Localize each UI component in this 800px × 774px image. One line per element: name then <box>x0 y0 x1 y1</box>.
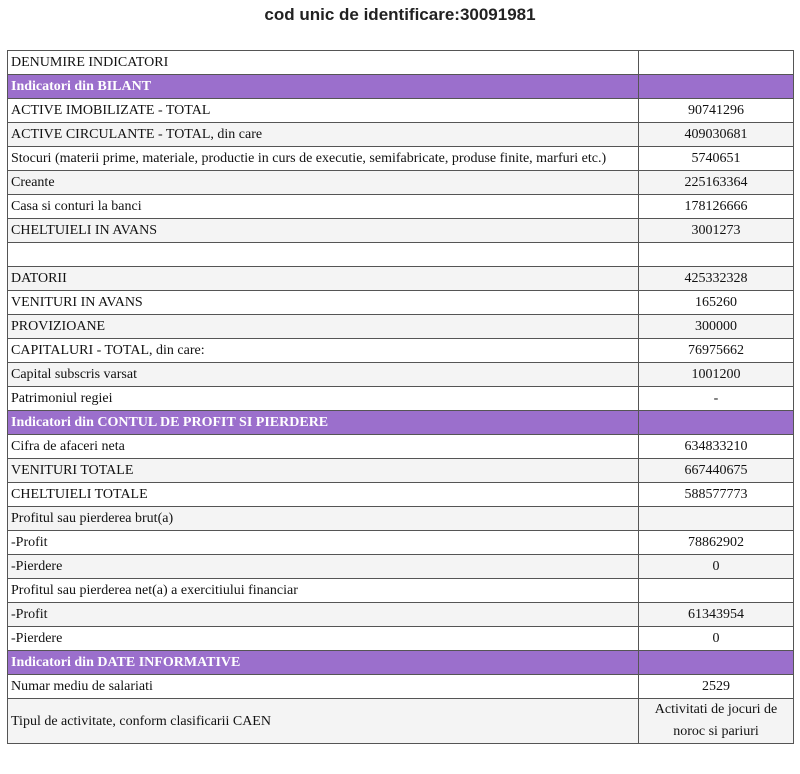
financial-indicators-table <box>7 50 794 744</box>
row-value <box>639 579 794 603</box>
table-row <box>8 675 794 699</box>
row-label: PROVIZIOANE <box>8 315 639 339</box>
row-value: 5740651 <box>639 147 794 171</box>
row-value: 2529 <box>639 675 794 699</box>
row-value: 425332328 <box>639 267 794 291</box>
row-value: - <box>639 387 794 411</box>
table-row <box>8 339 794 363</box>
row-label: Profitul sau pierderea brut(a) <box>8 507 639 531</box>
table-row <box>8 387 794 411</box>
table-row <box>8 483 794 507</box>
table-row <box>8 507 794 531</box>
page-title: cod unic de identificare:30091981 <box>264 5 536 24</box>
table-row <box>8 435 794 459</box>
row-label: Patrimoniul regiei <box>8 387 639 411</box>
row-label: -Pierdere <box>8 627 639 651</box>
row-label: Stocuri (materii prime, materiale, productie in curs de executie, semifabricate, produse finite, marfuri etc.) <box>8 147 639 171</box>
row-label: VENITURI IN AVANS <box>8 291 639 315</box>
section-header-profit <box>8 411 794 435</box>
row-label: Capital subscris varsat <box>8 363 639 387</box>
row-value: 0 <box>639 555 794 579</box>
section-title: Indicatori din BILANT <box>8 75 639 99</box>
table-row <box>8 123 794 147</box>
section-title: Indicatori din CONTUL DE PROFIT SI PIERDERE <box>8 411 639 435</box>
table-header-row <box>8 51 794 75</box>
table-row <box>8 363 794 387</box>
row-value: 90741296 <box>639 99 794 123</box>
row-value: Activitati de jocuri de noroc si pariuri <box>639 699 794 744</box>
row-label: CAPITALURI - TOTAL, din care: <box>8 339 639 363</box>
table-row <box>8 555 794 579</box>
table-row <box>8 291 794 315</box>
section-header-bilant <box>8 75 794 99</box>
row-label: DATORII <box>8 267 639 291</box>
section-header-informative <box>8 651 794 675</box>
row-label: ACTIVE CIRCULANTE - TOTAL, din care <box>8 123 639 147</box>
row-label: ACTIVE IMOBILIZATE - TOTAL <box>8 99 639 123</box>
table-row <box>8 99 794 123</box>
row-value: 225163364 <box>639 171 794 195</box>
row-value: 634833210 <box>639 435 794 459</box>
row-label: Profitul sau pierderea net(a) a exercitiului financiar <box>8 579 639 603</box>
table-row <box>8 195 794 219</box>
row-label: CHELTUIELI IN AVANS <box>8 219 639 243</box>
table-row <box>8 627 794 651</box>
table-row <box>8 267 794 291</box>
table-row-empty <box>8 243 794 267</box>
row-value: 165260 <box>639 291 794 315</box>
row-value: 78862902 <box>639 531 794 555</box>
row-value: 300000 <box>639 315 794 339</box>
table-row <box>8 699 794 744</box>
row-label: -Profit <box>8 603 639 627</box>
row-label: Casa si conturi la banci <box>8 195 639 219</box>
row-label: CHELTUIELI TOTALE <box>8 483 639 507</box>
table-row <box>8 531 794 555</box>
table-row <box>8 171 794 195</box>
row-label: -Profit <box>8 531 639 555</box>
row-label: -Pierdere <box>8 555 639 579</box>
row-value: 0 <box>639 627 794 651</box>
section-title: Indicatori din DATE INFORMATIVE <box>8 651 639 675</box>
row-value: 178126666 <box>639 195 794 219</box>
row-value <box>639 507 794 531</box>
row-value: 409030681 <box>639 123 794 147</box>
table-row <box>8 579 794 603</box>
row-value: 588577773 <box>639 483 794 507</box>
column-header-value <box>639 51 794 75</box>
row-value: 1001200 <box>639 363 794 387</box>
table-row <box>8 459 794 483</box>
row-label: Cifra de afaceri neta <box>8 435 639 459</box>
table-row <box>8 315 794 339</box>
row-value: 667440675 <box>639 459 794 483</box>
row-value: 3001273 <box>639 219 794 243</box>
table-row <box>8 219 794 243</box>
row-label: Numar mediu de salariati <box>8 675 639 699</box>
table-row <box>8 603 794 627</box>
row-value: 61343954 <box>639 603 794 627</box>
row-label: Tipul de activitate, conform clasificarii CAEN <box>8 699 639 744</box>
column-header-label: DENUMIRE INDICATORI <box>8 51 639 75</box>
row-label: VENITURI TOTALE <box>8 459 639 483</box>
row-value: 76975662 <box>639 339 794 363</box>
table-row <box>8 147 794 171</box>
row-label: Creante <box>8 171 639 195</box>
